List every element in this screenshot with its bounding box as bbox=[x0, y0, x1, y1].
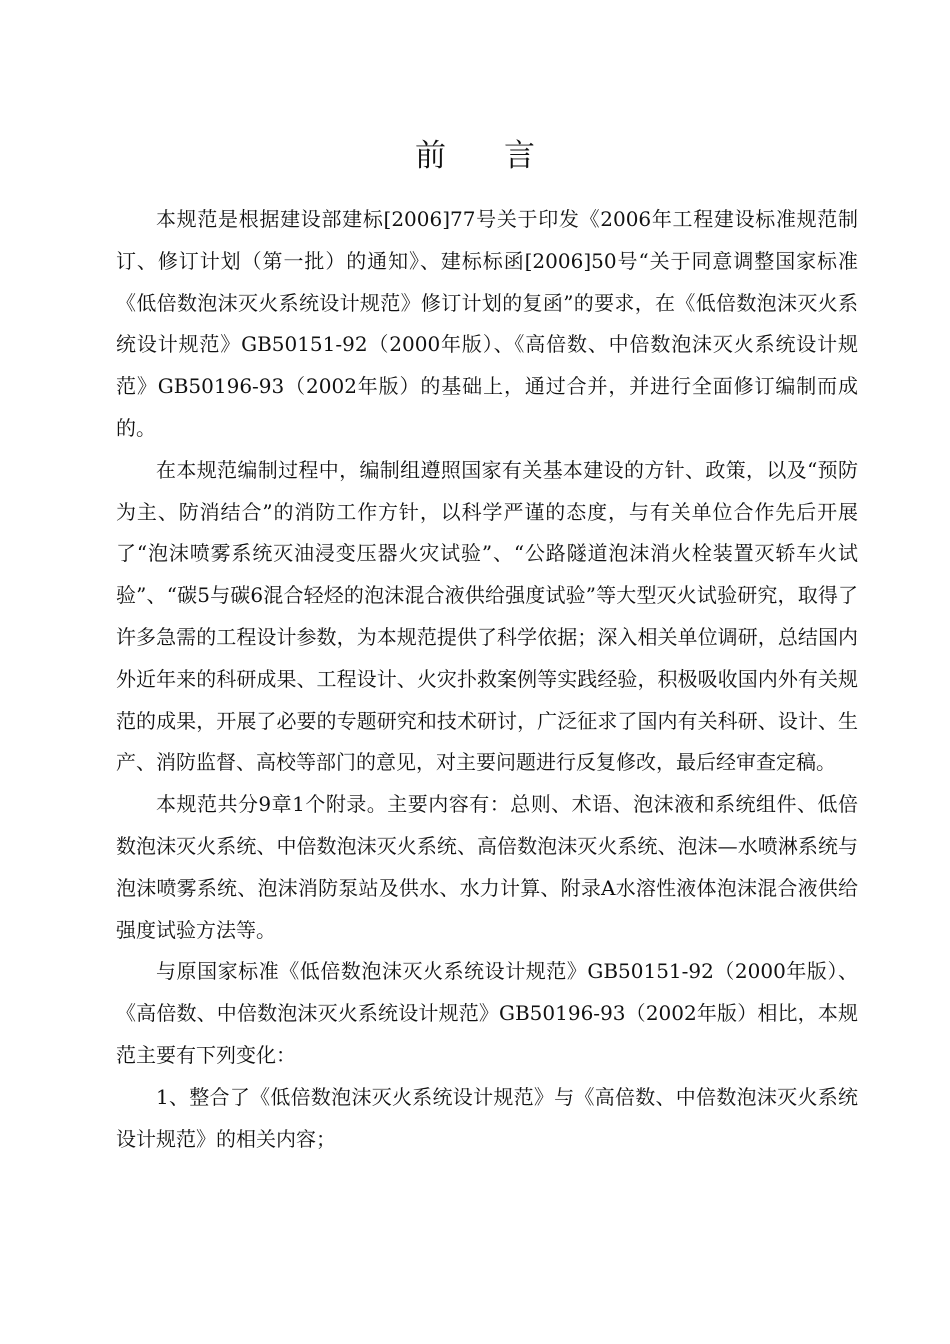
title-char-2: 言 bbox=[504, 138, 535, 174]
paragraph-changes: 与原国家标准《低倍数泡沫灭火系统设计规范》GB50151-92（2000年版）、《高倍数、中倍数泡沫灭火系统设计规范》GB50196-93（2002年版）相比，本规范主要有下列变化： bbox=[116, 959, 858, 1067]
paragraph-contents: 本规范共分9章1个附录。主要内容有：总则、术语、泡沫液和系统组件、低倍数泡沫灭火系统、中倍数泡沫灭火系统、高倍数泡沫灭火系统、泡沫—水喷淋系统与泡沫喷雾系统、泡沫消防泵站及供水、水力计算、附录A水溶性液体泡沫混合液供给强度试验方法等。 bbox=[116, 792, 858, 942]
paragraph-process: 在本规范编制过程中，编制组遵照国家有关基本建设的方针、政策，以及“预防为主、防消结合”的消防工作方针，以科学严谨的态度，与有关单位合作先后开展了“泡沫喷雾系统灭油浸变压器火灾试验”、“公路隧道泡沫消火栓装置灭轿车火试验”、“碳5与碳6混合轻烃的泡沫混合液供给强度试验”等大型灭火试验研究，取得了许多急需的工程设计参数，为本规范提供了科学依据；深入相关单位调研，总结国内外近年来的科研成果、工程设计、火灾扑救案例等实践经验，积极吸收国内外有关规范的成果，开展了必要的专题研究和技术研讨，广泛征求了国内有关科研、设计、生产、消防监督、高校等部门的意见，对主要问题进行反复修改，最后经审查定稿。 bbox=[116, 457, 858, 775]
page-title bbox=[0, 134, 950, 178]
paragraph-change-item-1: 1、整合了《低倍数泡沫灭火系统设计规范》与《高倍数、中倍数泡沫灭火系统设计规范》的相关内容； bbox=[116, 1084, 858, 1151]
title-char-1: 前 bbox=[415, 138, 446, 174]
document-body bbox=[116, 199, 858, 1160]
paragraph-basis: 本规范是根据建设部建标[2006]77号关于印发《2006年工程建设标准规范制订、修订计划（第一批）的通知》、建标标函[2006]50号“关于同意调整国家标准《低倍数泡沫灭火系统设计规范》修订计划的复函”的要求，在《低倍数泡沫灭火系统设计规范》GB50151-92（2000年版）、《高倍数、中倍数泡沫灭火系统设计规范》GB50196-93（2002年版）的基础上，通过合并，并进行全面修订编制而成的。 bbox=[116, 207, 858, 440]
